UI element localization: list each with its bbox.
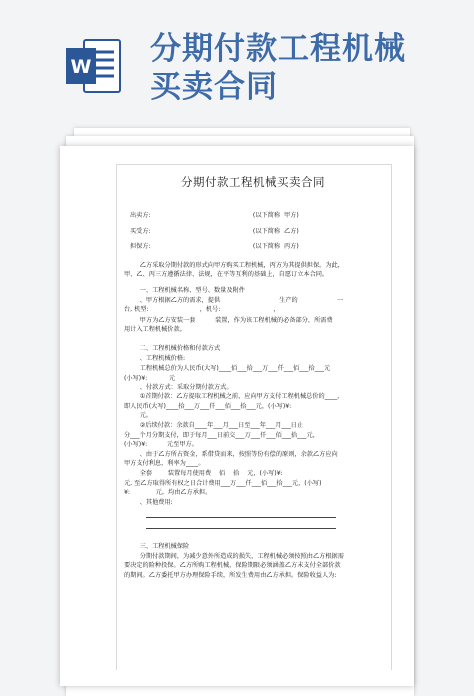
doc-line: 分期付款期间，为减少意外所造成的损失，工程机械必须按照由乙方根据需: [124, 553, 344, 560]
page-header: [0, 0, 474, 120]
doc-line: 乙方采取分期付款的形式向甲方购买工程机械，丙方为其提供担保。为此，: [124, 262, 344, 269]
doc-line: 、其他费用:: [124, 499, 173, 506]
doc-line: 三、工程机械保险: [124, 543, 190, 550]
document-title: 分期付款工程机械买卖合同: [181, 175, 325, 189]
doc-line: 元。: [124, 412, 153, 419]
blank-line: [146, 517, 336, 518]
doc-line: ¥: 元。均由乙方承担。: [124, 489, 212, 496]
doc-line: 甲方支付利息，利率为____。: [124, 460, 205, 467]
doc-line: 甲、乙、丙三方遵循法律、法规，在平等互利的基础上，自愿订立本合同。: [124, 271, 329, 278]
doc-line: 工程机械总价为人民币(大写)____佰___拾___万___仟___佰___拾___元: [124, 365, 331, 372]
doc-line: 即人民币(大写)____拾___万___仟___佰___拾___元，(小写)¥:: [124, 403, 292, 410]
word-icon: [66, 36, 122, 96]
doc-line: 的期间。乙方委托甲方办理保险手续，所发生费用由乙方承担。保险收益人为:: [124, 572, 337, 579]
doc-line: 二、工程机械价格和付款方式: [124, 345, 221, 352]
doc-line: 出卖方: (以下简称 甲方): [130, 212, 299, 219]
doc-line: 用计入工程机械价款。: [124, 326, 186, 333]
blank-line: [146, 528, 336, 529]
doc-line: 甲方为乙方安装一套 装置，作为该工程机械的必备部分，所需费: [124, 317, 333, 324]
doc-line: 台, 机型: ，机号: ，: [124, 306, 280, 313]
doc-line: 全套 装置每月使用费 佰 拾 元，(小写)¥:: [124, 470, 283, 477]
doc-line: ①首期付款：乙方提取工程机械之前，应向甲方支付工程机械总价的____，: [124, 393, 344, 400]
doc-line: 、工程机械价格:: [124, 355, 186, 362]
doc-line: 元, 至乙方取得所有权之日合计费用___万___仟___佰___拾___元，(小写): [124, 480, 322, 487]
doc-line: 、付款方式：采取分期付款方式。: [124, 384, 233, 391]
doc-line: 、由于乙方所占资金，系借贷而来，按照等份有偿的原则，余款乙方应向: [124, 451, 338, 458]
doc-line: 一、工程机械名称、型号、数量及附件: [124, 287, 245, 294]
doc-line: ②后续付款：余款自____年___月___日至___年___月___日止: [124, 422, 304, 429]
document-frame: [116, 164, 392, 670]
svg-text:W: W: [70, 56, 92, 78]
doc-line: 分___个月分期支付，即于每月___日前交___万___仟___佰___拾___元，: [124, 432, 319, 439]
doc-line: (小写)¥: 元至甲方。: [124, 441, 198, 448]
doc-line: 要决定的险种投保。乙方所购工程机械，保险期限必须涵盖乙方未支付全部价款: [124, 562, 341, 569]
doc-line: 买受方: (以下简称 乙方): [130, 228, 299, 235]
doc-line: (小写)¥: 元: [124, 375, 176, 382]
header-title: 分期付款工程机械 买卖合同: [150, 31, 406, 105]
doc-line: 、甲方根据乙方的需求，提供 生产的 一: [124, 297, 344, 304]
doc-line: 担保方: (以下简称 丙方): [130, 243, 299, 250]
